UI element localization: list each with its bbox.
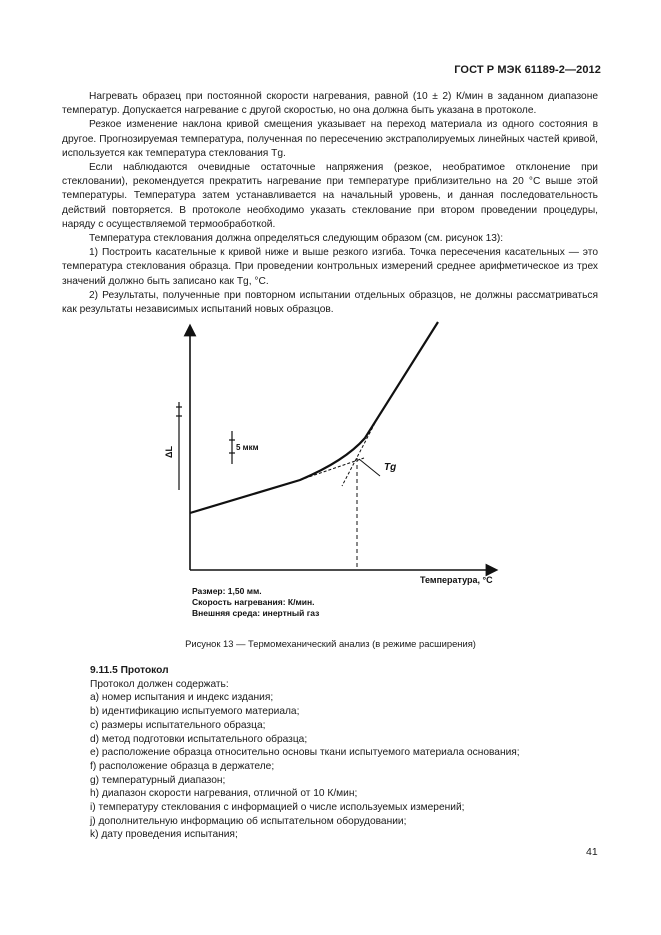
list-item: d) метод подготовки испытательного образца; (90, 733, 308, 745)
paragraph: Если наблюдаются очевидные остаточные напряжения (резкое, необратимое отклонение при стекловании), рекомендуется прекратить нагревание при температуре приблизительно на 20 °С выше этой температуры. Температура затем устанавливается на начальный уровень, и данная последовательность действий повторяется. В протоколе необходимо указать стеклование при втором проведении процедуры, наряду с осуществляемой термообработкой. (62, 162, 598, 230)
list-item: i) температуру стеклования с информацией о числе используемых измерений; (90, 802, 465, 814)
list-item: f) расположение образца в держателе; (90, 760, 275, 772)
list-item: h) диапазон скорости нагревания, отличной от 10 К/мин; (90, 788, 358, 800)
figure-note: Внешняя среда: инертный газ (192, 608, 320, 618)
section-intro: Протокол должен содержать: (90, 678, 229, 690)
figure-note: Скорость нагревания: К/мин. (192, 597, 315, 607)
y-axis-label: ΔL (163, 446, 174, 458)
list-item: c) размеры испытательного образца; (90, 719, 266, 731)
paragraph: 2) Результаты, полученные при повторном испытании отдельных образцов, не должны рассматриваться как результаты независимых испытаний новых образцов. (62, 289, 598, 316)
figure-note: Размер: 1,50 мм. (192, 586, 262, 596)
document-header: ГОСТ Р МЭК 61189-2—2012 (454, 64, 601, 76)
scale-label: 5 мкм (236, 443, 259, 452)
protocol-section (90, 664, 610, 842)
list-item: a) номер испытания и индекс издания; (90, 692, 274, 704)
paragraph: 1) Построить касательные к кривой ниже и выше резкого изгиба. Точка пересечения касательных — это температура стеклования образца. При проведении контрольных измерений среднее арифметическое из трех значений должно быть записано как Tg, °С. (62, 247, 598, 287)
list-item: g) температурный диапазон; (90, 774, 226, 786)
list-item: k) дату проведения испытания; (90, 829, 238, 841)
section-title: 9.11.5 Протокол (90, 665, 169, 676)
paragraph: Резкое изменение наклона кривой смещения указывает на переход материала из одного состояния в другое. Прогнозируемая температура, полученная по пересечению экстраполируемых линейных частей кривой, используется как температура стеклования Tg. (62, 119, 598, 159)
figure-caption: Рисунок 13 — Термомеханический анализ (в режиме расширения) (185, 638, 476, 649)
paragraph: Температура стеклования должна определяться следующим образом (см. рисунок 13): (89, 233, 504, 245)
list-item: e) расположение образца относительно основы ткани испытуемого материала основания; (90, 747, 520, 759)
expansion-curve (190, 322, 438, 513)
tma-figure (150, 316, 510, 628)
protocol-list (90, 691, 610, 842)
tangent-low (300, 458, 364, 480)
list-item: b) идентификацию испытуемого материала; (90, 706, 300, 718)
x-axis-label: Температура, °С (420, 575, 493, 585)
paragraph: Нагревать образец при постоянной скорости нагревания, равной (10 ± 2) К/мин в заданном диапазоне температур. Допускается нагревание с другой скоростью, но она должна быть указана в протоколе. (62, 91, 598, 117)
list-item: j) дополнительную информацию об испытательном оборудовании; (90, 815, 407, 827)
body-text (62, 90, 598, 317)
page-number: 41 (586, 846, 598, 858)
tg-pointer (359, 459, 380, 476)
tg-label: Tg (384, 462, 397, 473)
